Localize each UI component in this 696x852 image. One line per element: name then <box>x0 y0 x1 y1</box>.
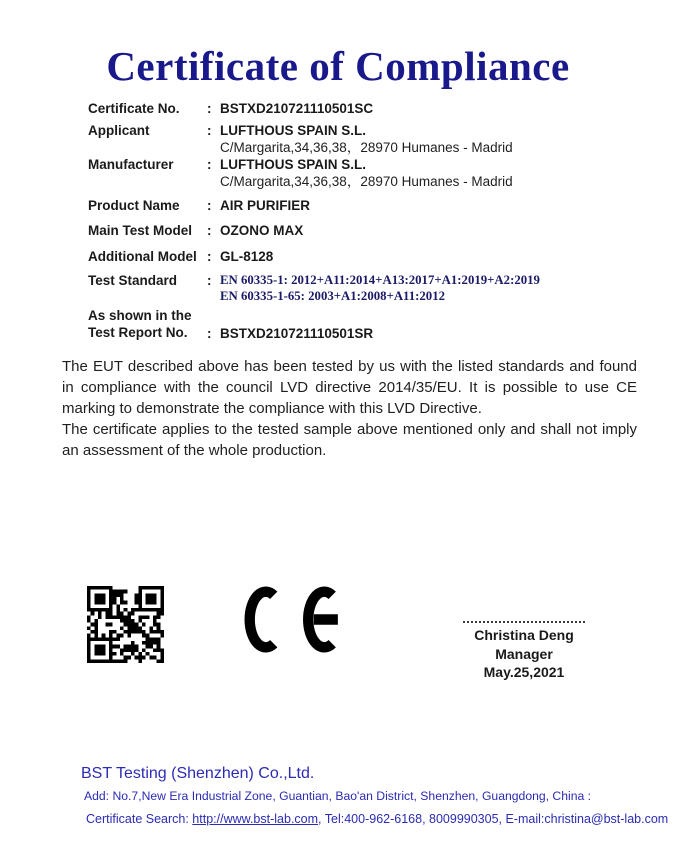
signature-date: May.25,2021 <box>483 664 565 680</box>
signature-block <box>446 612 602 682</box>
field-label-line-2: Test Report No. <box>88 325 188 340</box>
field-value-address: C/Margarita,34,36,38，28970 Humanes - Madrid <box>220 140 513 155</box>
field-label: Test Standard <box>88 273 178 288</box>
signer-role: Manager <box>495 645 553 662</box>
lab-contact-line <box>81 812 668 827</box>
field-separator: : <box>207 123 212 138</box>
field-applicant <box>88 122 648 156</box>
field-value: LUFTHOUS SPAIN S.L. <box>220 123 367 138</box>
statement-paragraph-2: The certificate applies to the tested sample above mentioned only and shall not imply an assessment of the whole production. <box>62 421 637 459</box>
field-separator: : <box>207 326 212 341</box>
field-value: OZONO MAX <box>220 223 304 238</box>
ce-mark-icon <box>244 586 344 653</box>
field-separator: : <box>207 101 212 116</box>
field-label: Applicant <box>88 123 150 138</box>
field-value: BSTXD210721110501SR <box>220 326 374 341</box>
page-title: Certificate of Compliance <box>106 43 570 89</box>
field-product-name <box>88 197 648 214</box>
field-value: BSTXD210721110501SC <box>220 101 374 116</box>
field-label: Certificate No. <box>88 101 180 116</box>
lab-address: Add: No.7,New Era Industrial Zone, Guantian, Bao'an District, Shenzhen, Guangdong, China : <box>84 789 592 803</box>
field-separator: : <box>207 249 212 264</box>
lab-footer <box>81 764 668 827</box>
field-label: Manufacturer <box>88 157 174 172</box>
field-value: LUFTHOUS SPAIN S.L. <box>220 157 367 172</box>
field-separator: : <box>207 198 212 213</box>
field-value-standard-2: EN 60335-1-65: 2003+A1:2008+A11:2012 <box>220 289 446 303</box>
field-test-report-no <box>88 307 648 342</box>
field-label <box>88 307 207 341</box>
statement-paragraph-1: The EUT described above has been tested by us with the listed standards and found in compliance with the council LVD directive 2014/35/EU. It is possible to use CE marking to demonstrate the compliance with this LVD Directive. <box>62 358 637 417</box>
field-certificate-no <box>88 100 648 117</box>
field-value-standard-1: EN 60335-1: 2012+A11:2014+A13:2017+A1:2019+A2:2019 <box>220 273 540 287</box>
certificate-search-link[interactable]: http://www.bst-lab.com <box>192 812 319 826</box>
field-label-line-1: As shown in the <box>88 308 192 323</box>
statement-text <box>62 356 637 461</box>
field-manufacturer <box>88 156 648 190</box>
signer-name: Christina Deng <box>474 627 574 643</box>
qr-code-icon <box>87 586 164 663</box>
lab-company-name: BST Testing (Shenzhen) Co.,Ltd. <box>81 765 315 782</box>
certificate-search-label: Certificate Search: <box>86 812 193 826</box>
lab-phone-email: , Tel:400-962-6168, 8009990305, E-mail:christina@bst-lab.com <box>318 812 669 826</box>
field-additional-model <box>88 248 648 265</box>
field-label: Additional Model <box>88 249 197 264</box>
field-test-standard <box>88 272 648 304</box>
field-label: Main Test Model <box>88 223 193 238</box>
field-separator: : <box>207 223 212 238</box>
field-label: Product Name <box>88 198 180 213</box>
field-value-address: C/Margarita,34,36,38，28970 Humanes - Madrid <box>220 174 513 189</box>
field-main-test-model <box>88 222 648 239</box>
signature-dotted-line <box>463 620 585 623</box>
field-separator: : <box>207 273 212 288</box>
qr-code <box>87 586 164 663</box>
field-separator: : <box>207 157 212 172</box>
field-value: AIR PURIFIER <box>220 198 311 213</box>
certificate-fields <box>88 100 648 342</box>
field-value: GL-8128 <box>220 249 274 264</box>
